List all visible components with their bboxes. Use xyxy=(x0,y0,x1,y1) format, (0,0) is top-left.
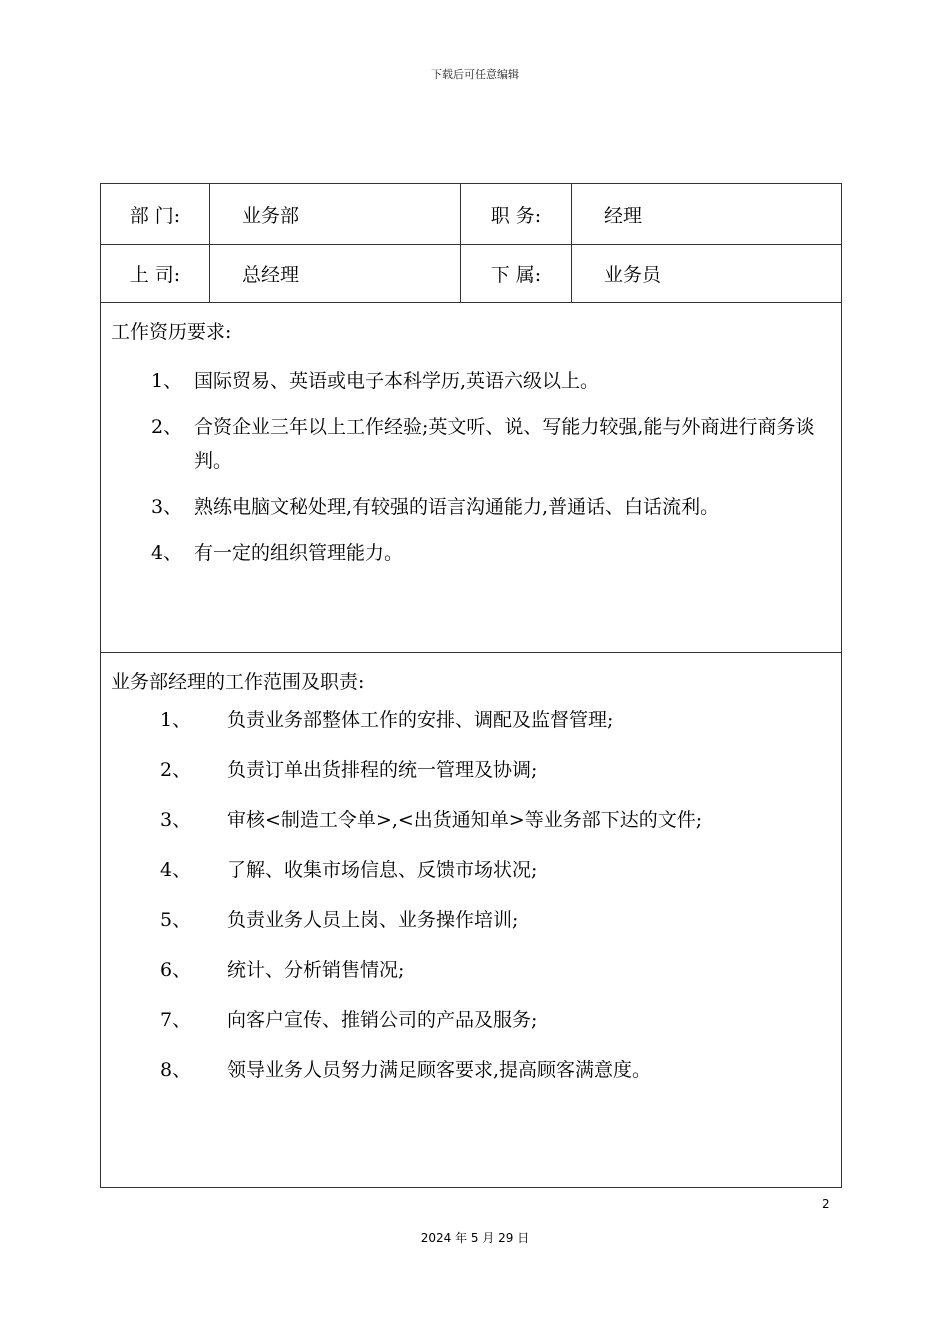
list-item xyxy=(101,1004,841,1054)
page-number: 2 xyxy=(822,1197,830,1211)
department-label: 部 门: xyxy=(101,184,210,245)
item-text: 熟练电脑文秘处理,有较强的语言沟通能力,普通话、白话流利。 xyxy=(194,496,720,518)
department-value: 业务部 xyxy=(210,184,461,245)
position-label: 职 务: xyxy=(461,184,572,245)
table-row xyxy=(101,184,842,245)
subordinate-value: 业务员 xyxy=(572,245,842,303)
list-item xyxy=(101,904,841,954)
item-number: 7、 xyxy=(160,1009,192,1031)
item-text: 负责业务人员上岗、业务操作培训; xyxy=(227,909,519,931)
item-number: 1、 xyxy=(160,709,192,731)
item-text: 合资企业三年以上工作经验;英文听、说、写能力较强,能与外商进行商务谈判。 xyxy=(194,416,815,472)
item-text: 审核<制造工令单>,<出货通知单>等业务部下达的文件; xyxy=(227,809,703,831)
table-row xyxy=(101,303,842,653)
header-note: 下载后可任意编辑 xyxy=(431,68,519,81)
list-item xyxy=(101,490,841,524)
responsibilities-title: 业务部经理的工作范围及职责: xyxy=(111,671,365,693)
item-number: 3、 xyxy=(160,809,192,831)
item-text: 了解、收集市场信息、反馈市场状况; xyxy=(227,859,538,881)
footer-date: 2024 年 5 月 29 日 xyxy=(420,1231,530,1245)
list-item xyxy=(101,410,841,478)
superior-value: 总经理 xyxy=(210,245,461,303)
item-text: 负责业务部整体工作的安排、调配及监督管理; xyxy=(227,709,614,731)
table-row xyxy=(101,653,842,1188)
responsibilities-list xyxy=(101,704,841,1104)
qualifications-title: 工作资历要求: xyxy=(111,321,232,343)
item-number: 8、 xyxy=(160,1059,192,1081)
item-number: 5、 xyxy=(160,909,192,931)
item-text: 有一定的组织管理能力。 xyxy=(194,542,404,564)
item-number: 4、 xyxy=(151,542,183,564)
item-number: 3、 xyxy=(151,496,183,518)
item-number: 4、 xyxy=(160,859,192,881)
list-item xyxy=(101,754,841,804)
item-text: 负责订单出货排程的统一管理及协调; xyxy=(227,759,538,781)
item-number: 2、 xyxy=(151,416,183,438)
list-item xyxy=(101,704,841,754)
item-text: 领导业务人员努力满足顾客要求,提高顾客满意度。 xyxy=(227,1059,652,1081)
responsibilities-section xyxy=(101,653,842,1188)
qualifications-section xyxy=(101,303,842,653)
item-number: 6、 xyxy=(160,959,192,981)
subordinate-label: 下 属: xyxy=(461,245,572,303)
list-item xyxy=(101,364,841,398)
table-row xyxy=(101,245,842,303)
item-text: 统计、分析销售情况; xyxy=(227,959,405,981)
job-description-table xyxy=(100,183,842,1188)
item-number: 2、 xyxy=(160,759,192,781)
position-value: 经理 xyxy=(572,184,842,245)
item-text: 国际贸易、英语或电子本科学历,英语六级以上。 xyxy=(194,370,600,392)
item-text: 向客户宣传、推销公司的产品及服务; xyxy=(227,1009,538,1031)
item-number: 1、 xyxy=(151,370,183,392)
list-item xyxy=(101,804,841,854)
list-item xyxy=(101,854,841,904)
list-item xyxy=(101,536,841,570)
qualifications-list xyxy=(101,364,841,570)
list-item xyxy=(101,954,841,1004)
list-item xyxy=(101,1054,841,1104)
superior-label: 上 司: xyxy=(101,245,210,303)
